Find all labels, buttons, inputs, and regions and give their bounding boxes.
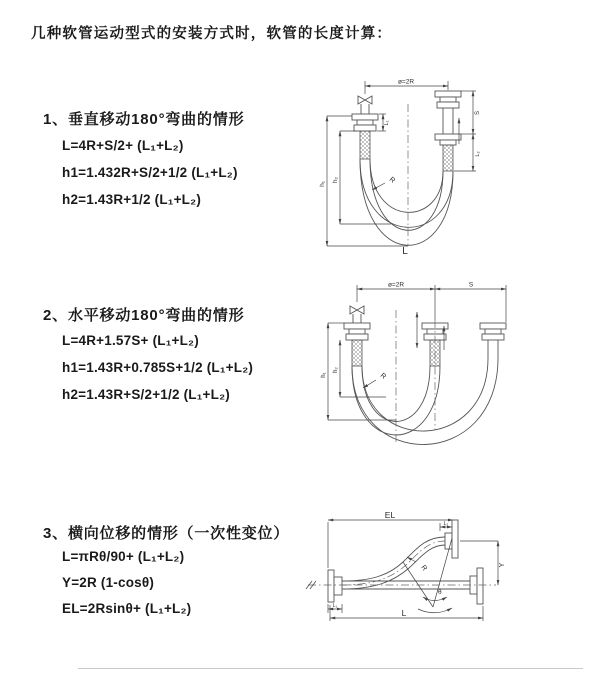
dim-label-h-outer: h₁ (319, 181, 326, 187)
flange-fitting (344, 323, 370, 340)
dim-label-h-inner: h₂ (333, 367, 339, 373)
page-title: 几种软管运动型式的安装方式时，软管的长度计算： (31, 26, 393, 42)
page-bottom-rule (78, 668, 583, 669)
dim-label-radius: R (419, 564, 428, 573)
diagram-horizontal-bend (316, 280, 538, 452)
valve-icon (358, 96, 372, 114)
dim-label-el: EL (384, 510, 396, 520)
formula-line: L=πRθ/90+ (L₁+L₂) (62, 549, 185, 564)
diagram-vertical-bend (313, 76, 498, 258)
dim-label-span: ø=2R (387, 281, 405, 289)
dim-label-radius: R (378, 372, 388, 381)
flange-fitting (435, 91, 461, 108)
formula-line: h1=1.432R+S/2+1/2 (L₁+L₂) (62, 165, 238, 180)
dim-label-l2: L₂ (475, 151, 481, 157)
formula-line: EL=2Rsinθ+ (L₁+L₂) (62, 601, 192, 616)
dim-label-theta: θ (438, 589, 442, 596)
dim-label-length: L (401, 608, 407, 618)
hose-u-bend (352, 358, 498, 445)
valve-icon (350, 306, 364, 323)
dim-label-s: S (475, 110, 481, 116)
flange-fitting (480, 323, 506, 340)
dim-label-h-inner: h₂ (332, 176, 339, 184)
section1-heading: 1、垂直移动180°弯曲的情形 (43, 111, 245, 128)
braided-hose (360, 131, 370, 159)
dim-label-length: L (402, 246, 408, 257)
dim-label-radius: R (387, 176, 397, 185)
dim-label-span: ø=2R (397, 78, 415, 86)
hose-u-bend (360, 159, 453, 245)
formula-line: L=4R+1.57S+ (L₁+L₂) (62, 333, 199, 348)
dim-label-s: S (468, 281, 474, 289)
flange-fitting (435, 134, 461, 145)
section3-heading: 3、横向位移的情形（一次性变位） (43, 525, 290, 542)
braided-hose (352, 340, 362, 366)
section2-heading: 2、水平移动180°弯曲的情形 (43, 307, 245, 324)
dim-label-h-outer: h₁ (321, 372, 327, 378)
dim-label-l1: L₁ (332, 603, 338, 609)
dim-label-y: Y (499, 562, 506, 568)
flange-fitting (352, 114, 378, 131)
formula-line: h2=1.43R+1/2 (L₁+L₂) (62, 192, 202, 207)
dim-label-l2: L₂ (443, 521, 449, 527)
diagram-lateral-displacement (300, 510, 560, 645)
dim-label-l1: L₁ (384, 120, 390, 126)
flange-fitting (470, 568, 483, 604)
flange-fitting (328, 570, 342, 602)
formula-line: L=4R+S/2+ (L₁+L₂) (62, 138, 184, 153)
formula-line: Y=2R (1-cosθ) (62, 575, 155, 590)
formula-line: h1=1.43R+0.785S+1/2 (L₁+L₂) (62, 360, 254, 375)
formula-line: h2=1.43R+S/2+1/2 (L₁+L₂) (62, 387, 230, 402)
braided-hose (443, 145, 453, 171)
